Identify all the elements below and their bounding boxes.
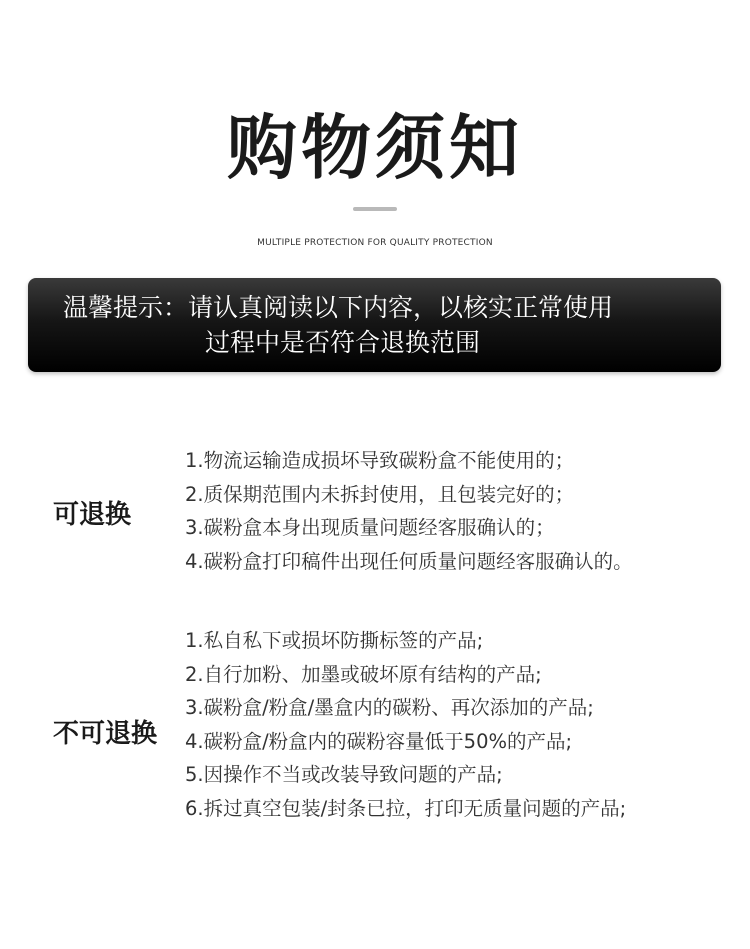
list-item: 1.私自私下或损坏防撕标签的产品; [185,629,484,652]
list-item: 4.碳粉盒/粉盒内的碳粉容量低于50%的产品; [185,729,573,753]
returnable-list [185,444,633,578]
list-item: 5.因操作不当或改装导致问题的产品; [185,763,503,786]
list-item: 3.碳粉盒本身出现质量问题经客服确认的； [185,516,555,539]
notice-line-2: 过程中是否符合退换范围 [205,328,481,357]
title-divider [353,207,397,211]
page-title: 购物须知 [227,107,523,189]
list-item: 3.碳粉盒/粉盒/墨盒内的碳粉、再次添加的产品; [185,696,594,719]
notice-banner [28,278,721,372]
notice-line-1: 温馨提示：请认真阅读以下内容，以核实正常使用 [63,293,614,322]
list-item: 6.拆过真空包装/封条已拉，打印无质量问题的产品; [185,796,627,820]
list-item: 2.自行加粉、加墨或破坏原有结构的产品; [185,662,542,686]
list-item: 1.物流运输造成损坏导致碳粉盒不能使用的； [185,449,575,472]
non-returnable-list [185,624,626,825]
page-subtitle: MULTIPLE PROTECTION FOR QUALITY PROTECTION [257,238,493,248]
list-item: 2.质保期范围内未拆封使用，且包装完好的； [185,482,575,506]
returnable-label: 可退换 [53,500,132,530]
non-returnable-label: 不可退换 [53,719,158,749]
list-item: 4.碳粉盒打印稿件出现任何质量问题经客服确认的。 [185,549,633,573]
